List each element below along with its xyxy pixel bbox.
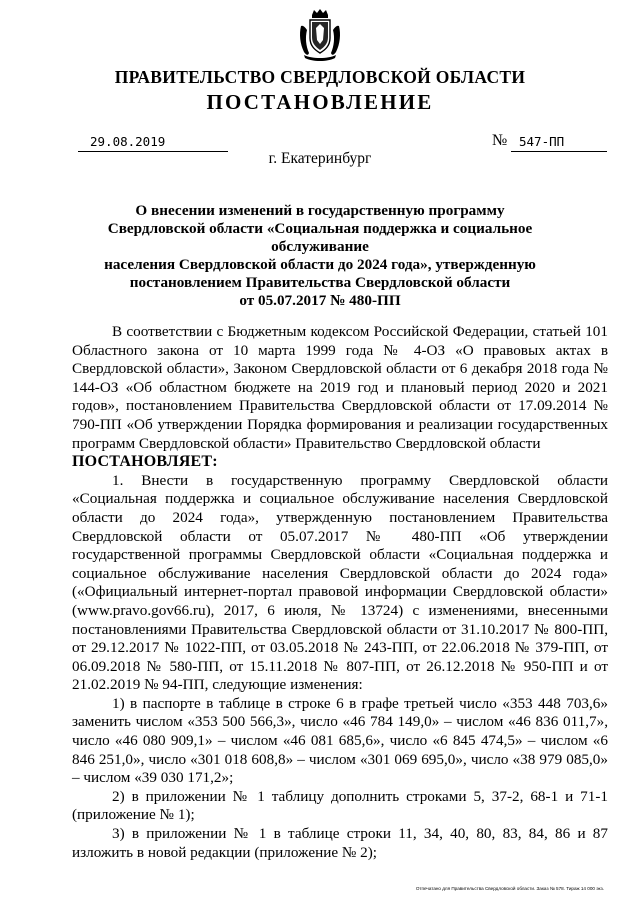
heading-line: населения Свердловской области до 2024 года», утвержденную <box>104 256 536 273</box>
heading-line: Свердловской области «Социальная поддержка и социальное обслуживание <box>107 220 533 255</box>
number-sign: № <box>492 132 508 149</box>
city: г. Екатеринбург <box>268 150 372 167</box>
heading-line: постановлением Правительства Свердловской области <box>129 274 511 291</box>
document-type: ПОСТАНОВЛЕНИЕ <box>206 90 434 114</box>
document-body <box>72 323 608 862</box>
print-note: Отпечатано для Правительства Свердловской области. Заказ № 578. Тираж 14 000 экз. <box>415 886 604 891</box>
item-1-paragraph: 1. Внести в государственную программу Свердловской области «Социальная поддержка и социальное обслуживание населения Свердловской области до 2024 года», утвержденную постановлением Правительства Свердловской области от 05.07.2017 № 480-ПП «Об утверждении государственной программы Свердловской области «Социальная поддержка и социальное обслуживание населения Свердловской области до 2024 года» («Официальный интернет-портал правовой информации Свердловской области» (www.pravo.gov66.ru), 2017, 6 июля, № 13724) с изменениями, внесенными постановлениями Правительства Свердловской области от 31.10.2017 № 800-ПП, от 29.12.2017 № 1022-ПП, от 03.05.2018 № 243-ПП, от 22.06.2018 № 379-ПП, от 06.09.2018 № 580-ПП, от 15.11.2018 № 807-ПП, от 26.12.2018 № 950-ПП и от 21.02.2019 № 94-ПП, следующие изменения: <box>72 471 608 694</box>
government-name: ПРАВИТЕЛЬСТВО СВЕРДЛОВСКОЙ ОБЛАСТИ <box>114 67 526 87</box>
subitem-1-paragraph: 1) в паспорте в таблице в строке 6 в графе третьей число «353 448 703,6» заменить числом «353 500 566,3», число «46 784 149,0» – числом «46 836 011,7», число «46 080 909,1» – числом «46 081 685,6», число «6 845 474,5» – числом «6 846 251,0», число «301 018 608,8» – числом «301 069 695,0», число «38 979 085,0» – числом «39 030 171,2»; <box>72 694 608 787</box>
subitem-3-paragraph: 3) в приложении № 1 в таблице строки 11, 34, 40, 80, 83, 84, 86 и 87 изложить в новой редакции (приложение № 2); <box>72 825 608 861</box>
document-heading <box>70 202 570 310</box>
intro-paragraph: В соответствии с Бюджетным кодексом Российской Федерации, статьей 101 Областного закона от 10 марта 1999 года № 4-ОЗ «О правовых актах в Свердловской области», Законом Свердловской области от 6 декабря 2018 года № 144-ОЗ «Об областном бюджете на 2019 год и плановый период 2020 и 2021 годов», постановлением Правительства Свердловской области от 17.09.2014 № 790-ПП «Об утверждении Порядка формирования и реализации государственных программ Свердловской области» Правительство Свердловской области <box>72 323 608 452</box>
heading-line: от 05.07.2017 № 480-ПП <box>239 292 401 309</box>
resolves-label: ПОСТАНОВЛЯЕТ: <box>72 453 218 471</box>
document-number: 547-ПП <box>519 134 565 149</box>
coat-of-arms-icon <box>298 8 342 62</box>
subitem-2-paragraph: 2) в приложении № 1 таблицу дополнить строками 5, 37-2, 68-1 и 71-1 (приложение № 1); <box>72 787 608 824</box>
document-date: 29.08.2019 <box>90 134 166 149</box>
heading-line: О внесении изменений в государственную программу <box>135 202 505 219</box>
